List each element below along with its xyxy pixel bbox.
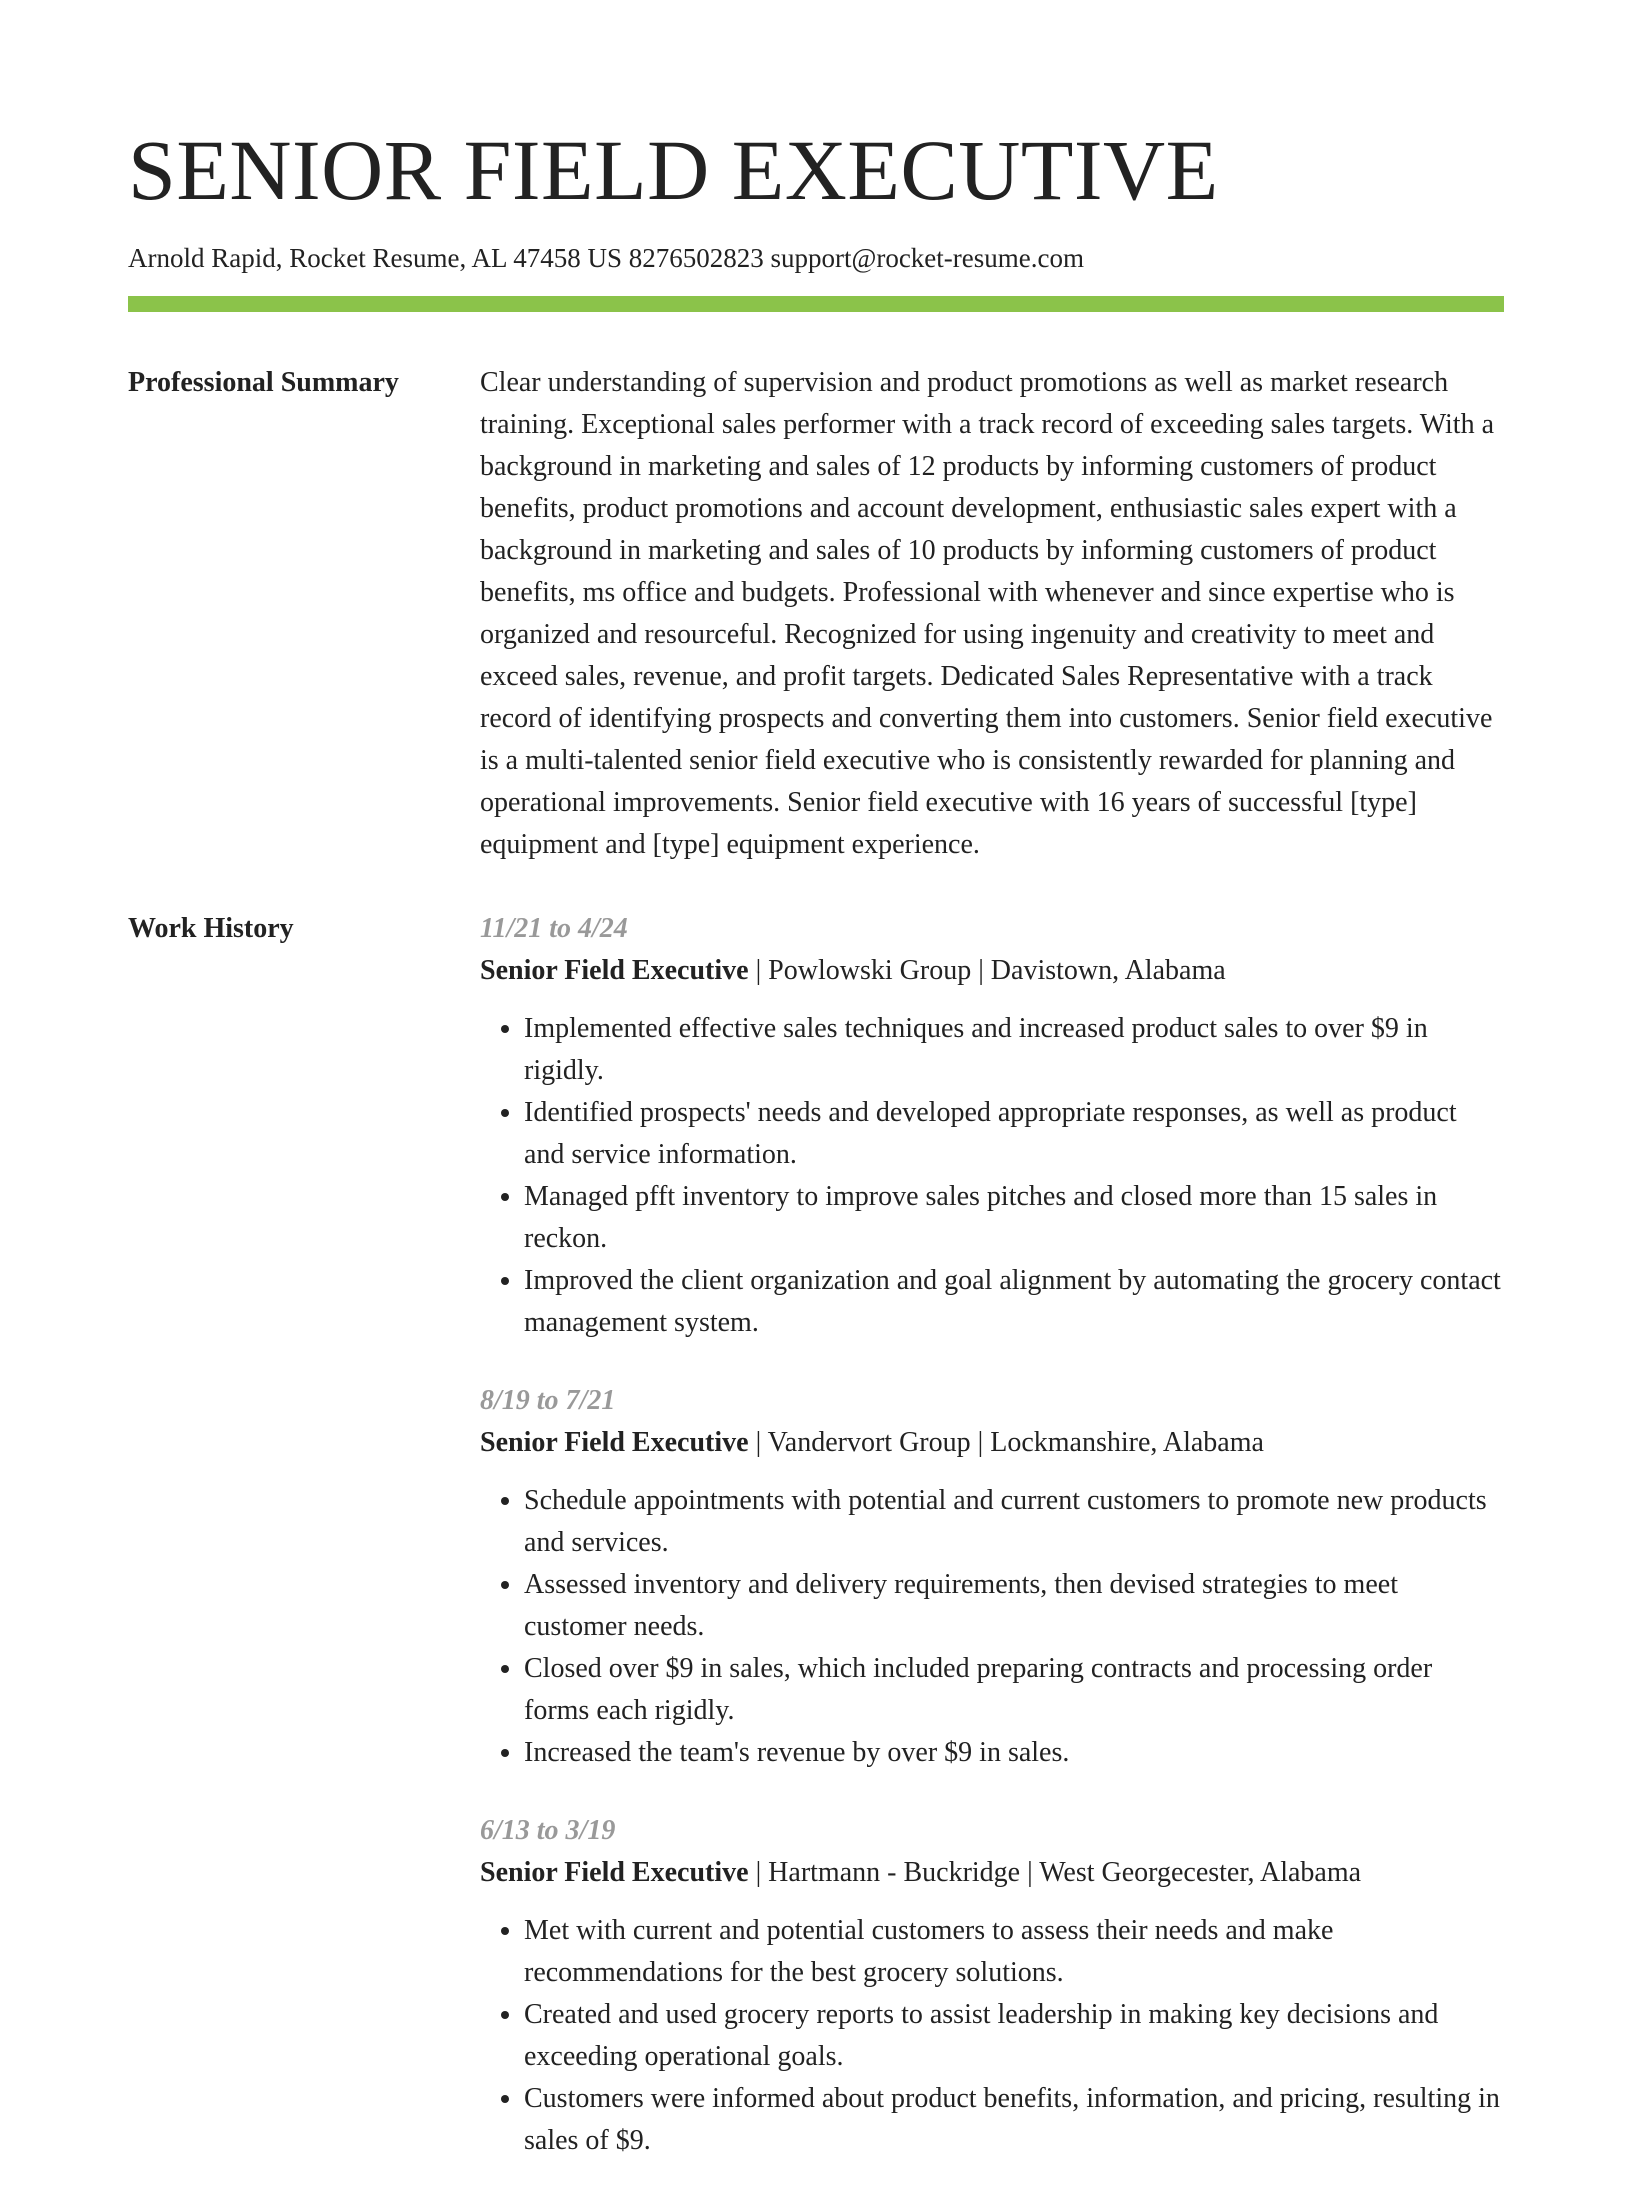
job-bullet: • Created and used grocery reports to assist leadership in making key decisions and exceeding operational goals. xyxy=(524,1994,1504,2078)
job-title: Senior Field Executive xyxy=(480,1427,749,1458)
job-bullet-list xyxy=(480,1910,1504,2162)
job-title: Senior Field Executive xyxy=(480,955,749,986)
job-details: | Hartmann - Buckridge | West Georgecester, Alabama xyxy=(748,1857,1362,1888)
job-details: | Powlowski Group | Davistown, Alabama xyxy=(748,955,1226,986)
job-bullet: • Managed pfft inventory to improve sales pitches and closed more than 15 sales in reckon. xyxy=(524,1176,1504,1260)
job-bullet: • Customers were informed about product benefits, information, and pricing, resulting in sales of $9. xyxy=(524,2078,1504,2162)
job-bullet: • Increased the team's revenue by over $9 in sales. xyxy=(524,1732,1504,1774)
job-bullet: • Closed over $9 in sales, which included preparing contracts and processing order forms each rigidly. xyxy=(524,1648,1504,1732)
professional-summary-section xyxy=(128,362,1504,866)
header-divider xyxy=(128,296,1504,312)
job-heading xyxy=(480,1422,1504,1464)
contact-line: Arnold Rapid, Rocket Resume, AL 47458 US 8276502823 support@rocket-resume.com xyxy=(128,243,1084,273)
resume-page xyxy=(128,120,1504,2198)
job-bullet: • Improved the client organization and goal alignment by automating the grocery contact management system. xyxy=(524,1260,1504,1344)
job-dates: 11/21 to 4/24 xyxy=(480,913,628,944)
job-title: Senior Field Executive xyxy=(480,1857,749,1888)
job-details: | Vandervort Group | Lockmanshire, Alabama xyxy=(748,1427,1264,1458)
job-bullet: • Met with current and potential customers to assess their needs and make recommendations for the best grocery solutions. xyxy=(524,1910,1504,1994)
work-history-body xyxy=(480,908,1504,2198)
section-label-work-history: Work History xyxy=(128,913,294,944)
job-entry xyxy=(480,1380,1504,1774)
job-dates: 6/13 to 3/19 xyxy=(480,1815,616,1846)
job-bullet: • Implemented effective sales techniques and increased product sales to over $9 in rigidly. xyxy=(524,1008,1504,1092)
job-bullet: • Identified prospects' needs and developed appropriate responses, as well as product and service information. xyxy=(524,1092,1504,1176)
summary-text: Clear understanding of supervision and product promotions as well as market research training. Exceptional sales performer with a track record of exceeding sales targets. With a background in marketing and sales of 12 products by informing customers of product benefits, product promotions and account development, enthusiastic sales expert with a background in marketing and sales of 10 products by informing customers of product benefits, ms office and budgets. Professional with whenever and since expertise who is organized and resourceful. Recognized for using ingenuity and creativity to meet and exceed sales, revenue, and profit targets. Dedicated Sales Representative with a track record of identifying prospects and converting them into customers. Senior field executive is a multi-talented senior field executive who is consistently rewarded for planning and operational improvements. Senior field executive with 16 years of successful [type] equipment and [type] equipment experience. xyxy=(480,367,1495,860)
job-heading xyxy=(480,950,1504,992)
job-bullet: • Schedule appointments with potential and current customers to promote new products and services. xyxy=(524,1480,1504,1564)
job-bullet-list xyxy=(480,1480,1504,1774)
work-history-section xyxy=(128,908,1504,2198)
job-entry xyxy=(480,1810,1504,2162)
job-heading xyxy=(480,1852,1504,1894)
section-label-summary: Professional Summary xyxy=(128,367,399,398)
resume-title: SENIOR FIELD EXECUTIVE xyxy=(128,122,1219,218)
job-dates: 8/19 to 7/21 xyxy=(480,1385,616,1416)
job-bullet-list xyxy=(480,1008,1504,1344)
job-entry xyxy=(480,908,1504,1344)
summary-body xyxy=(480,362,1504,866)
job-bullet: • Assessed inventory and delivery requirements, then devised strategies to meet customer needs. xyxy=(524,1564,1504,1648)
